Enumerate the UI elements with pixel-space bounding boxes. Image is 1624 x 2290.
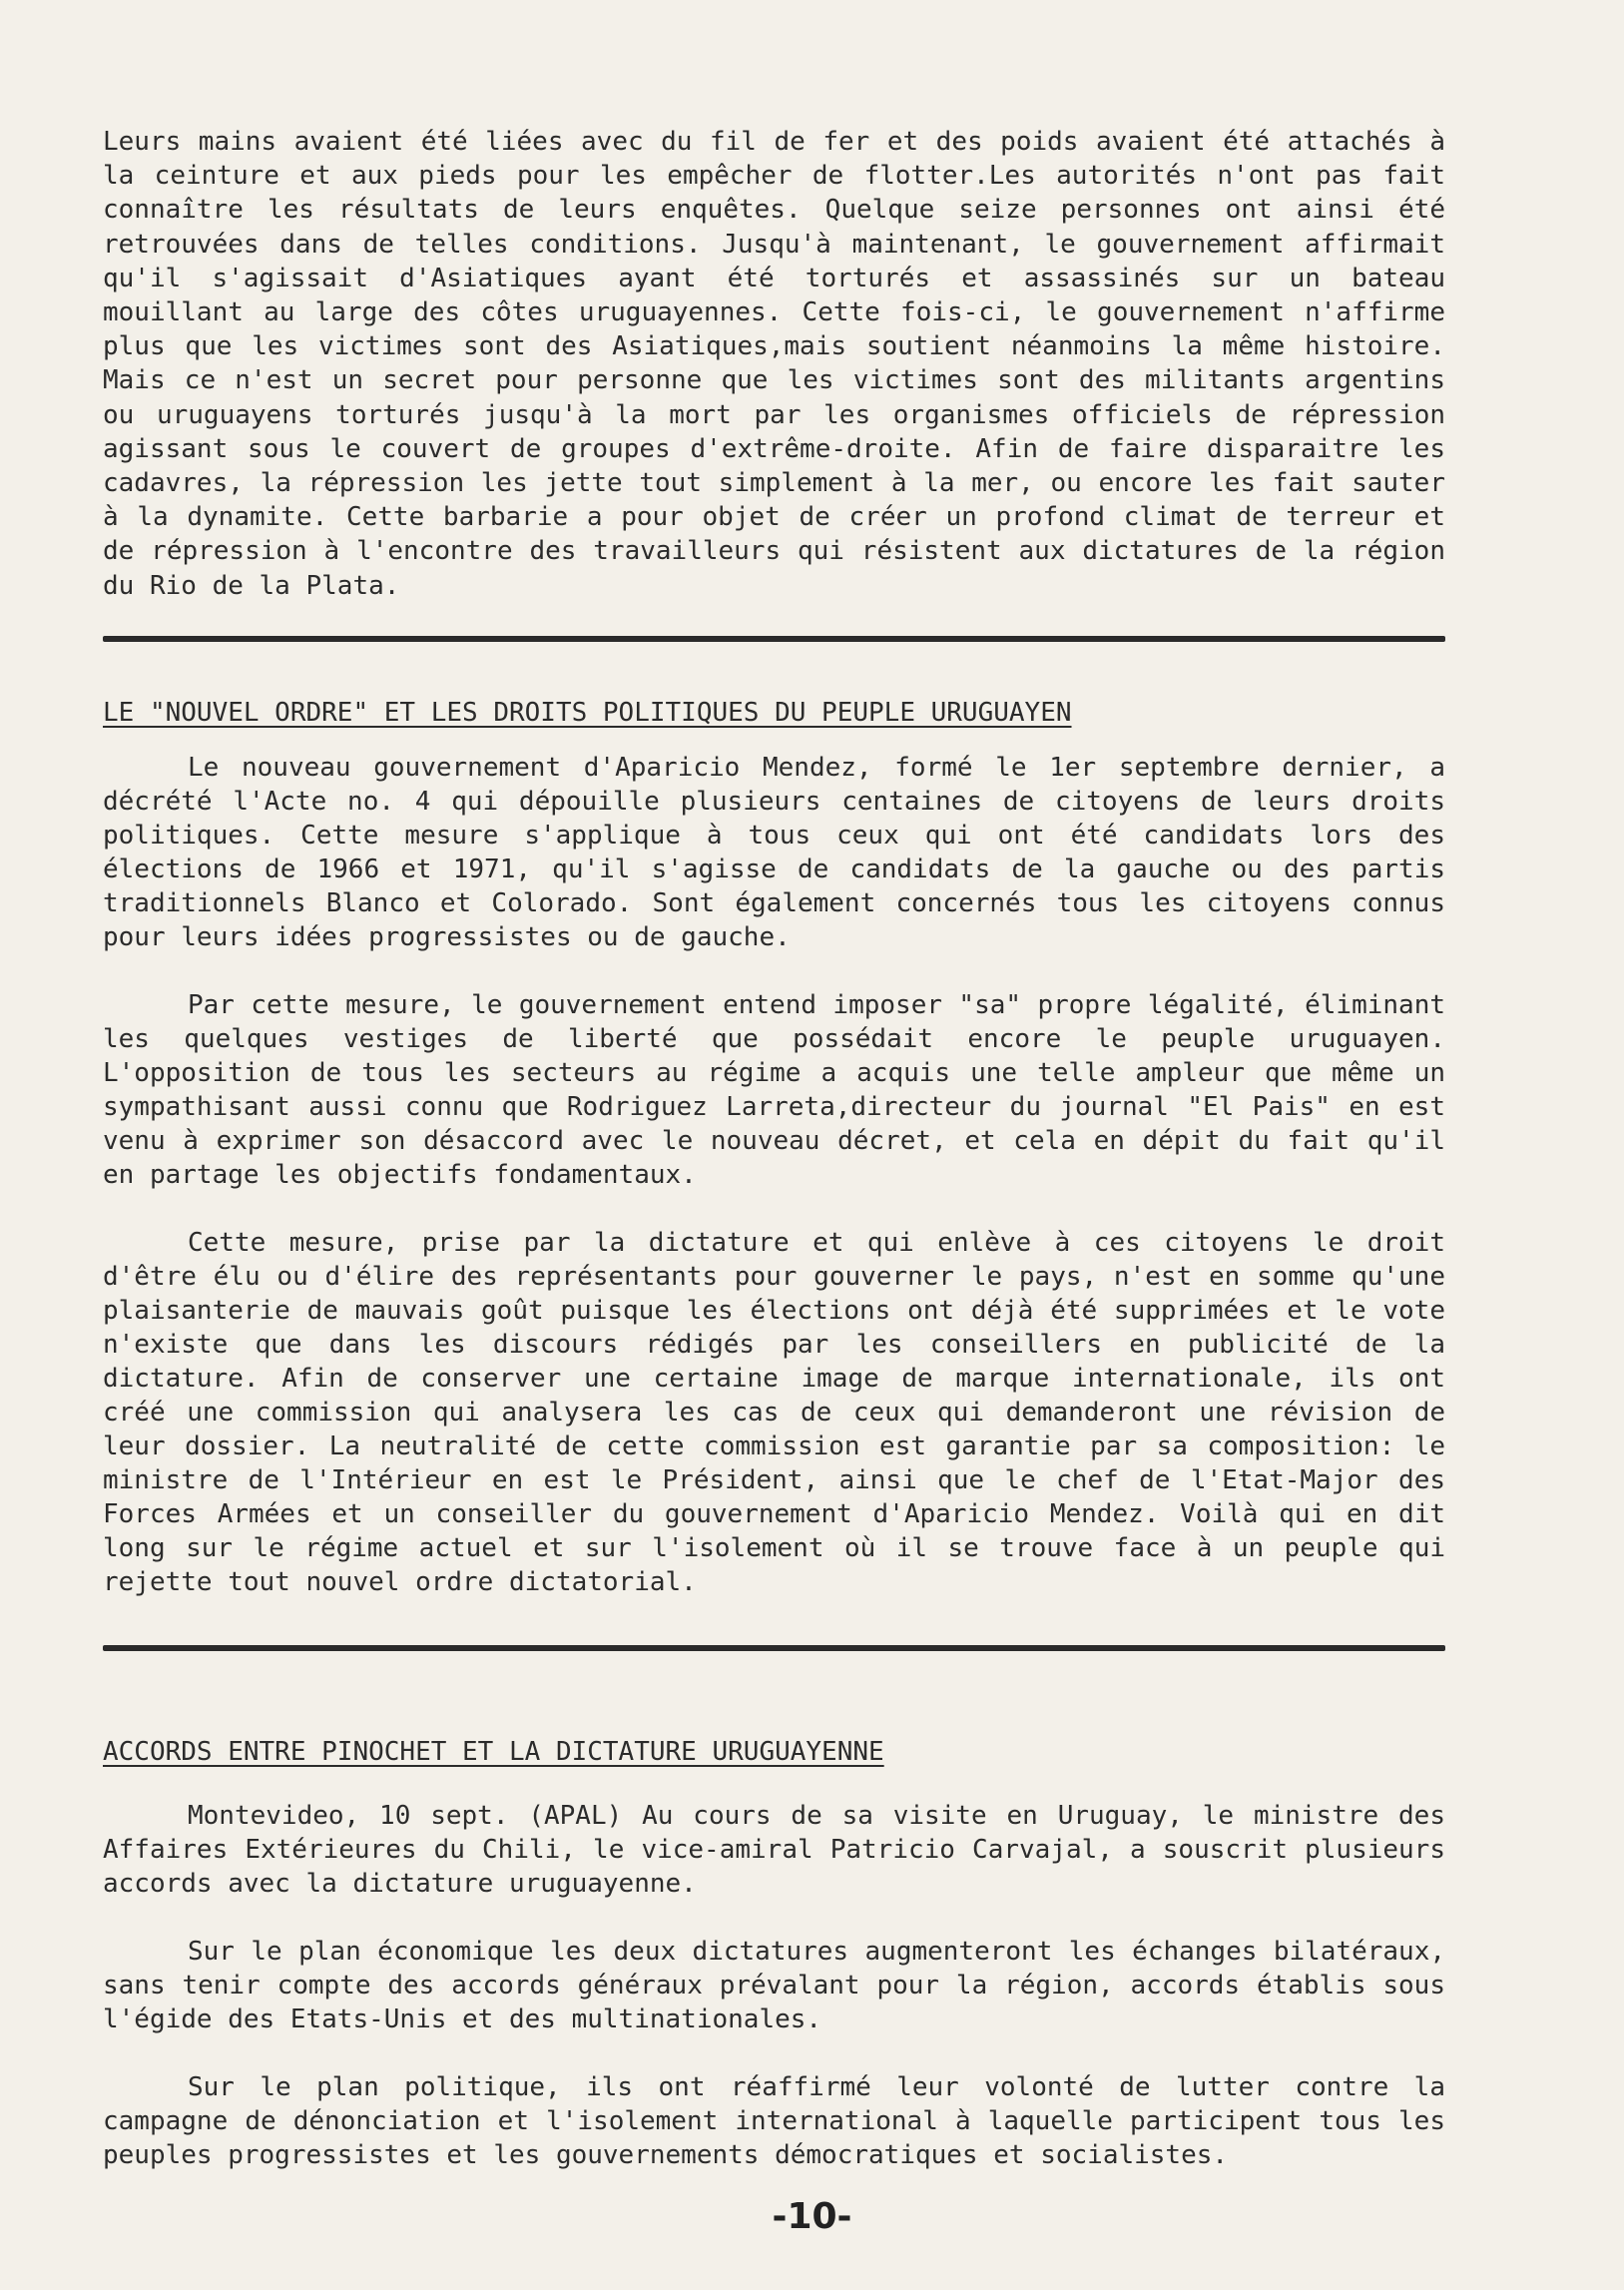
top-paragraph: Leurs mains avaient été liées avec du fil de fer et des poids avaient été attachés à la ceinture et aux pieds pour les empêcher de flotter.Les autorités n'ont pas fait connaître les résultats de leurs enquêtes. Quelque seize personnes ont ainsi été retrouvées dans de telles conditions. Jusqu'à maintenant, le gouvernement affirmait qu'il s'agissait d'Asiatiques ayant été torturés et assassinés sur un bateau mouillant au large des côtes uruguayennes. Cette fois-ci, le gouvernement n'affirme plus que les victimes sont des Asiatiques,mais soutient néanmoins la même histoire. Mais ce n'est un secret pour personne que les victimes sont des militants argentins ou uruguayens torturés jusqu'à la mort par les organismes officiels de répression agissant sous le couvert de groupes d'extrême-droite. Afin de faire disparaitre les cadavres, la répression les jette tout simplement à la mer, ou encore les fait sauter à la dynamite. Cette barbarie a pour objet de créer un profond climat de terreur et de répression à l'encontre des travailleurs qui résistent aux dictatures de la région du Rio de la Plata. — [103, 127, 1445, 601]
paragraph: Sur le plan politique, ils ont réaffirmé leur volonté de lutter contre la campagne de dénonciation et l'isolement international à laquelle participent tous les peuples progressistes et les gouvernements démocratiques et socialistes. — [103, 2072, 1445, 2170]
paragraph: Montevideo, 10 sept. (APAL) Au cours de sa visite en Uruguay, le ministre des Affaires Extérieures du Chili, le vice-amiral Patricio Carvajal, a souscrit plusieurs accords avec la dictature uruguayenne. — [103, 1801, 1445, 1899]
page-number: -10- — [772, 2196, 852, 2237]
paragraph: Cette mesure, prise par la dictature et qui enlève à ces citoyens le droit d'être élu ou d'élire des représentants pour gouverner le pays, n'est en somme qu'une plaisanterie de mauvais goût puisque les élections ont déjà été supprimées et le vote n'existe que dans les discours rédigés par les conseillers en publicité de la dictature. Afin de conserver une certaine image de marque internationale, ils ont créé une commission qui analysera les cas de ceux qui demanderont une révision de leur dossier. La neutralité de cette commission est garantie par sa composition: le ministre de l'Intérieur en est le Président, ainsi que le chef de l'Etat-Major des Forces Armées et un conseiller du gouvernement d'Aparicio Mendez. Voilà qui en dit long sur le régime actuel et sur l'isolement où il se trouve face à un peuple qui rejette tout nouvel ordre dictatorial. — [103, 1228, 1445, 1597]
section-heading-nouvel-ordre: LE "NOUVEL ORDRE" ET LES DROITS POLITIQUES DU PEUPLE URUGUAYEN — [103, 698, 1072, 728]
paragraph: Le nouveau gouvernement d'Aparicio Mendez, formé le 1er septembre dernier, a décrété l'Acte no. 4 qui dépouille plusieurs centaines de citoyens de leurs droits politiques. Cette mesure s'applique à tous ceux qui ont été candidats lors des élections de 1966 et 1971, qu'il s'agisse de candidats de la gauche ou des partis traditionnels Blanco et Colorado. Sont également concernés tous les citoyens connus pour leurs idées progressistes ou de gauche. — [103, 753, 1445, 952]
section-heading-accords: ACCORDS ENTRE PINOCHET ET LA DICTATURE URUGUAYENNE — [103, 1737, 884, 1767]
top-text-block — [103, 125, 1445, 603]
paragraph: Sur le plan économique les deux dictatures augmenteront les échanges bilatéraux, sans tenir compte des accords généraux prévalant pour la région, accords établis sous l'égide des Etats-Unis et des multinationales. — [103, 1937, 1445, 2034]
section-body-nouvel-ordre — [103, 751, 1445, 1633]
section-body-accords — [103, 1799, 1445, 2206]
section-divider — [103, 636, 1445, 642]
section-divider — [103, 1645, 1445, 1651]
paragraph: Par cette mesure, le gouvernement entend imposer "sa" propre légalité, éliminant les quelques vestiges de liberté que possédait encore le peuple uruguayen. L'opposition de tous les secteurs au régime a acquis une telle ampleur que même un sympathisant aussi connu que Rodriguez Larreta,directeur du journal "El Pais" en est venu à exprimer son désaccord avec le nouveau décret, et cela en dépit du fait qu'il en partage les objectifs fondamentaux. — [103, 990, 1445, 1190]
